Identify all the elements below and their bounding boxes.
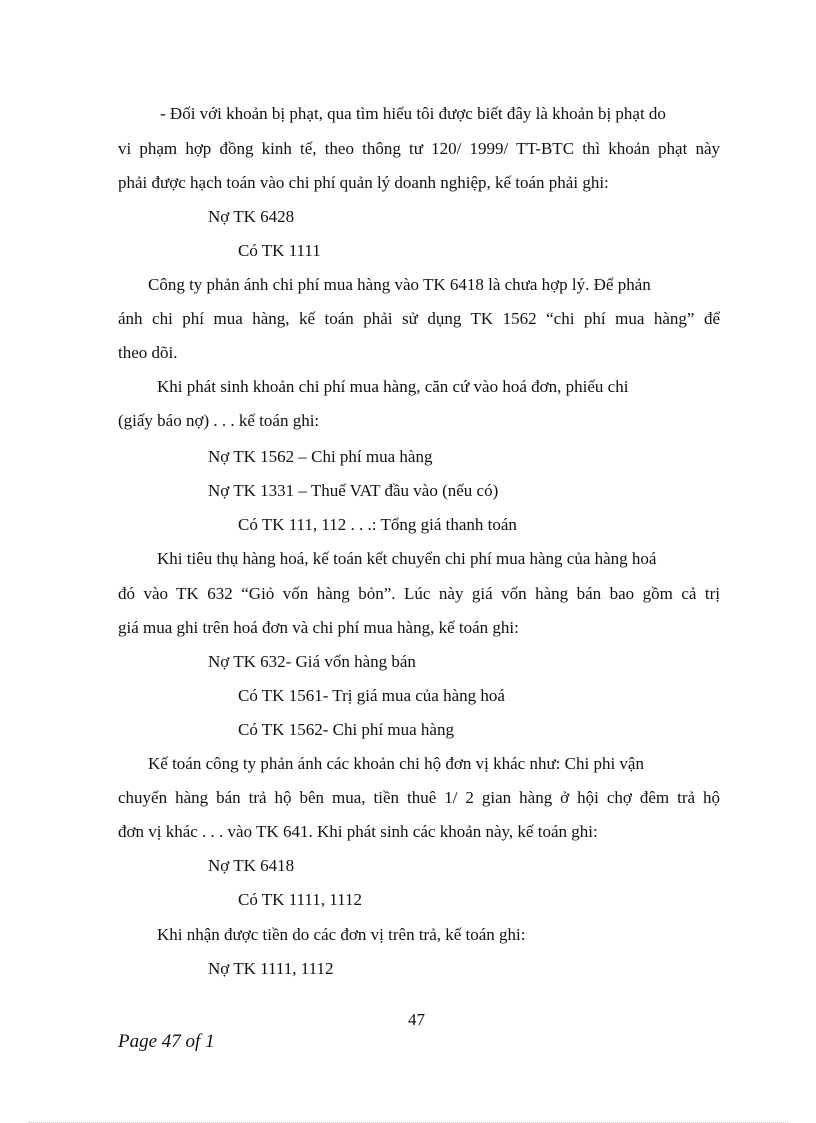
text-line: chuyển hàng bán trả hộ bên mua, tiền thuê 1/ 2 gian hàng ở hội chợ đêm trả hộ xyxy=(118,788,720,807)
journal-entry: Có TK 1111 xyxy=(238,241,321,260)
journal-entry: Nợ TK 632- Giá vốn hàng bán xyxy=(208,652,416,671)
journal-entry: Nợ TK 1331 – Thuế VAT đầu vào (nếu có) xyxy=(208,481,499,500)
text-line: Kế toán công ty phản ánh các khoản chi hộ đơn vị khác như: Chi phi vận xyxy=(148,754,644,773)
journal-entry: Nợ TK 6418 xyxy=(208,856,295,875)
journal-entry: Nợ TK 1111, 1112 xyxy=(208,959,334,978)
journal-entry: Có TK 111, 112 . . .: Tổng giá thanh toán xyxy=(238,515,517,534)
text-line: đơn vị khác . . . vào TK 641. Khi phát sinh các khoản này, kế toán ghi: xyxy=(118,822,598,841)
journal-entry: Có TK 1111, 1112 xyxy=(238,890,363,909)
text-line: Công ty phản ánh chi phí mua hàng vào TK 6418 là chưa hợp lý. Để phản xyxy=(148,275,651,294)
text-line: vi phạm hợp đồng kinh tế, theo thông tư 120/ 1999/ TT-BTC thì khoản phạt này xyxy=(118,139,720,158)
text-line: Khi nhận được tiền do các đơn vị trên trả, kế toán ghi: xyxy=(157,925,526,944)
text-line: theo dõi. xyxy=(118,343,178,362)
journal-entry: Nợ TK 6428 xyxy=(208,207,295,226)
text-line: ánh chi phí mua hàng, kế toán phải sử dụng TK 1562 “chi phí mua hàng” để xyxy=(118,309,720,328)
journal-entry: Có TK 1562- Chi phí mua hàng xyxy=(238,720,454,739)
page-number: 47 xyxy=(408,1010,425,1029)
text-line: giá mua ghi trên hoá đơn và chi phí mua hàng, kế toán ghi: xyxy=(118,618,519,637)
journal-entry: Nợ TK 1562 – Chi phí mua hàng xyxy=(208,447,433,466)
text-line: Khi tiêu thụ hàng hoá, kế toán kết chuyển chi phí mua hàng của hàng hoá xyxy=(157,549,657,568)
journal-entry: Có TK 1561- Trị giá mua của hàng hoá xyxy=(238,686,505,705)
text-line: phải được hạch toán vào chi phí quản lý doanh nghiệp, kế toán phải ghi: xyxy=(118,173,609,192)
text-line: đó vào TK 632 “Giỏ vốn hàng bỏn”. Lúc này giá vốn hàng bán bao gồm cả trị xyxy=(118,584,720,603)
text-line: (giấy báo nợ) . . . kế toán ghi: xyxy=(118,411,320,430)
text-line: - Đối với khoản bị phạt, qua tìm hiểu tôi được biết đây là khoản bị phạt do xyxy=(160,104,666,123)
text-line: Khi phát sinh khoản chi phí mua hàng, căn cứ vào hoá đơn, phiếu chi xyxy=(157,377,629,396)
page-footer: Page 47 of 1 xyxy=(118,1031,215,1052)
